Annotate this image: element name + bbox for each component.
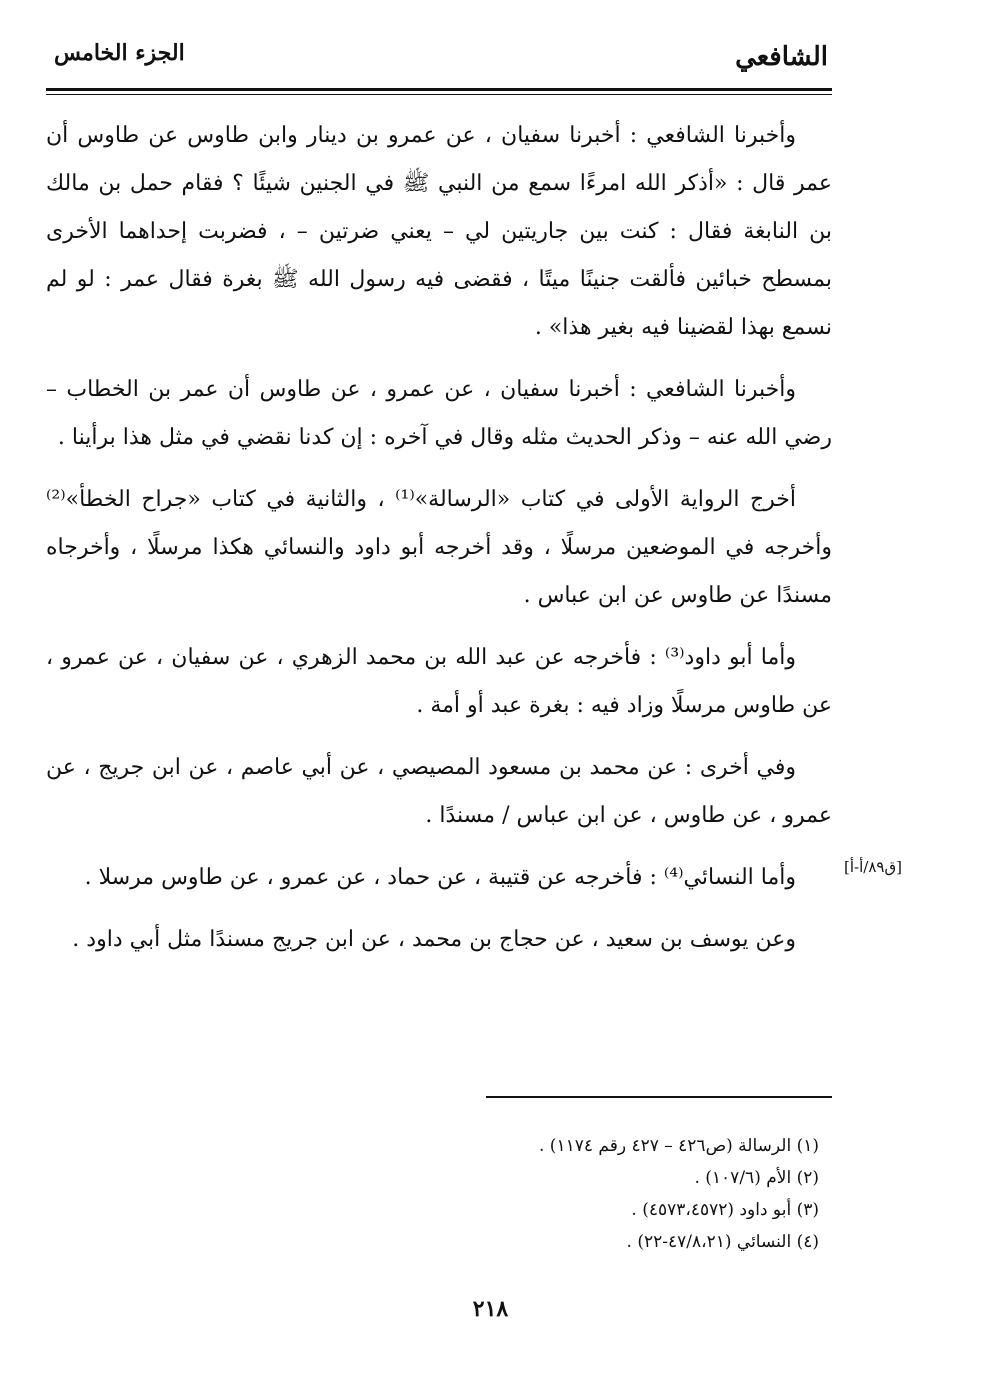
footnote: (١) الرسالة (ص٤٢٦ – ٤٢٧ رقم ١١٧٤) . <box>539 1136 819 1156</box>
paragraph: وأخبرنا الشافعي : أخبرنا سفيان ، عن عمرو ، عن طاوس أن عمر بن الخطاب – رضي الله عنه – وذكر الحديث مثله وقال في آخره : إن كدنا نقضي في مثل هذا برأينا . <box>46 377 832 450</box>
book-title: الشافعي <box>735 42 828 72</box>
footnote: (٣) أبو داود (٤٥٧٣،٤٥٧٢) . <box>631 1200 819 1220</box>
paragraph: وأما أبو داود⁽³⁾ : فأخرجه عن عبد الله بن محمد الزهري ، عن سفيان ، عن عمرو ، عن طاوس مرسلًا وزاد فيه : بغرة عبد أو أمة . <box>46 645 832 718</box>
footnote: (٢) الأم (١٠٧/٦) . <box>694 1168 819 1188</box>
header-rule-thick <box>46 88 832 91</box>
manuscript-folio-note: [ق٨٩/أ-أ] <box>844 858 902 876</box>
footnotes <box>219 1130 819 1258</box>
paragraph: وأما النسائي⁽⁴⁾ : فأخرجه عن قتيبة ، عن حماد ، عن عمرو ، عن طاوس مرسلا . <box>84 865 796 890</box>
header-rule-thin <box>46 94 832 95</box>
volume-title: الجزء الخامس <box>54 40 185 66</box>
paragraph: وأخبرنا الشافعي : أخبرنا سفيان ، عن عمرو بن دينار وابن طاوس عن طاوس أن عمر قال : «أذكر الله امرءًا سمع من النبي ﷺ في الجنين شيئًا ؟ فقام حمل بن مالك بن النابغة فقال : كنت بين جاريتين لي – يعني ضرتين – ، فضربت إحداهما الأخرى بمسطح خبائين فألقت جنينًا ميتًا ، فقضى فيه رسول الله ﷺ بغرة فقال عمر : لو لم نسمع بهذا لقضينا فيه بغير هذا» . <box>46 123 832 340</box>
paragraph: وعن يوسف بن سعيد ، عن حجاج بن محمد ، عن ابن جريج مسندًا مثل أبي داود . <box>72 927 796 952</box>
paragraph: أخرج الرواية الأولى في كتاب «الرسالة»⁽¹⁾ ، والثانية في كتاب «جراح الخطأ»⁽²⁾ وأخرجه في الموضعين مرسلًا ، وقد أخرجه أبو داود والنسائي هكذا مرسلًا ، وأخرجاه مسندًا عن طاوس عن ابن عباس . <box>46 487 832 608</box>
page-header <box>46 36 832 86</box>
footnote: (٤) النسائي (٤٧/٨،٢١-٢٢) . <box>626 1232 819 1252</box>
footnote-rule <box>486 1096 832 1098</box>
page-number: ٢١٨ <box>472 1296 509 1322</box>
paragraph: وفي أخرى : عن محمد بن مسعود المصيصي ، عن أبي عاصم ، عن ابن جريج ، عن عمرو ، عن طاوس ، عن ابن عباس / مسندًا . <box>46 755 832 828</box>
main-text <box>46 112 832 978</box>
